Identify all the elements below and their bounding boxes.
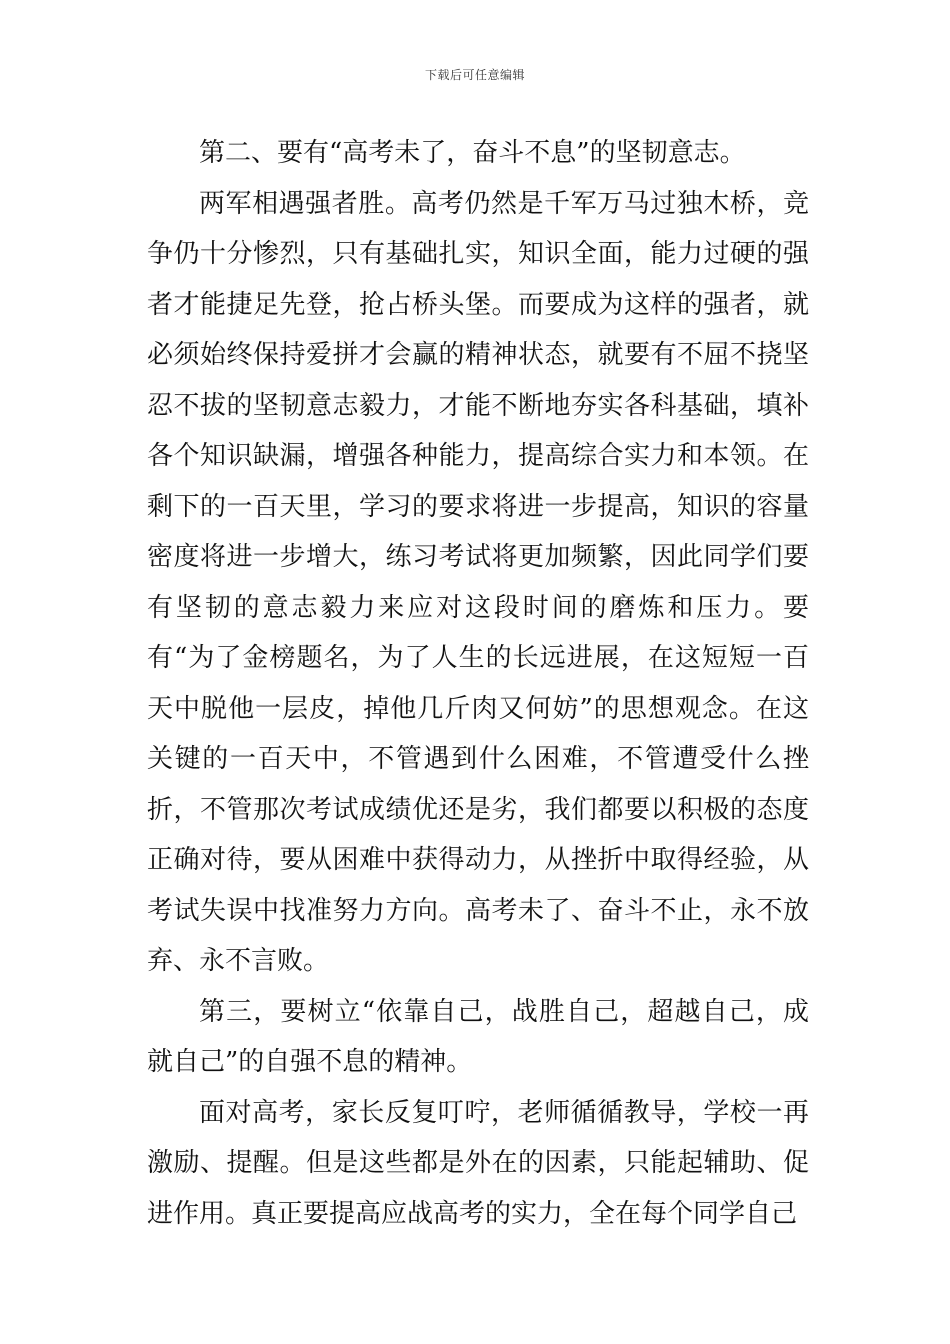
- paragraph-heading-3: 第三，要树立“依靠自己，战胜自己，超越自己，成就自己”的自强不息的精神。: [147, 996, 809, 1077]
- page-header: 下载后可任意编辑: [424, 68, 525, 82]
- paragraph-heading-2: 第二、要有“高考未了，奋斗不息”的坚韧意志。: [199, 138, 746, 168]
- paragraph-body-2: 面对高考，家长反复叮咛，老师循循教导，学校一再激励、提醒。但是这些都是外在的因素，只能起辅助、促进作用。真正要提高应战高考的实力，全在每个同学自己: [147, 1097, 809, 1229]
- document-body: [147, 128, 809, 1239]
- paragraph-body-1: 两军相遇强者胜。高考仍然是千军万马过独木桥，竞争仍十分惨烈，只有基础扎实，知识全面，能力过硬的强者才能捷足先登，抢占桥头堡。而要成为这样的强者，就必须始终保持爱拼才会赢的精神状态，就要有不屈不挠坚忍不拔的坚韧意志毅力，才能不断地夯实各科基础，填补各个知识缺漏，增强各种能力，提高综合实力和本领。在剩下的一百天里，学习的要求将进一步提高，知识的容量密度将进一步增大，练习考试将更加频繁，因此同学们要有坚韧的意志毅力来应对这段时间的磨炼和压力。要有“为了金榜题名，为了人生的长远进展，在这短短一百天中脱他一层皮，掉他几斤肉又何妨”的思想观念。在这关键的一百天中，不管遇到什么困难，不管遭受什么挫折，不管那次考试成绩优还是劣，我们都要以积极的态度正确对待，要从困难中获得动力，从挫折中取得经验，从考试失误中找准努力方向。高考未了、奋斗不止，永不放弃、永不言败。: [147, 188, 809, 976]
